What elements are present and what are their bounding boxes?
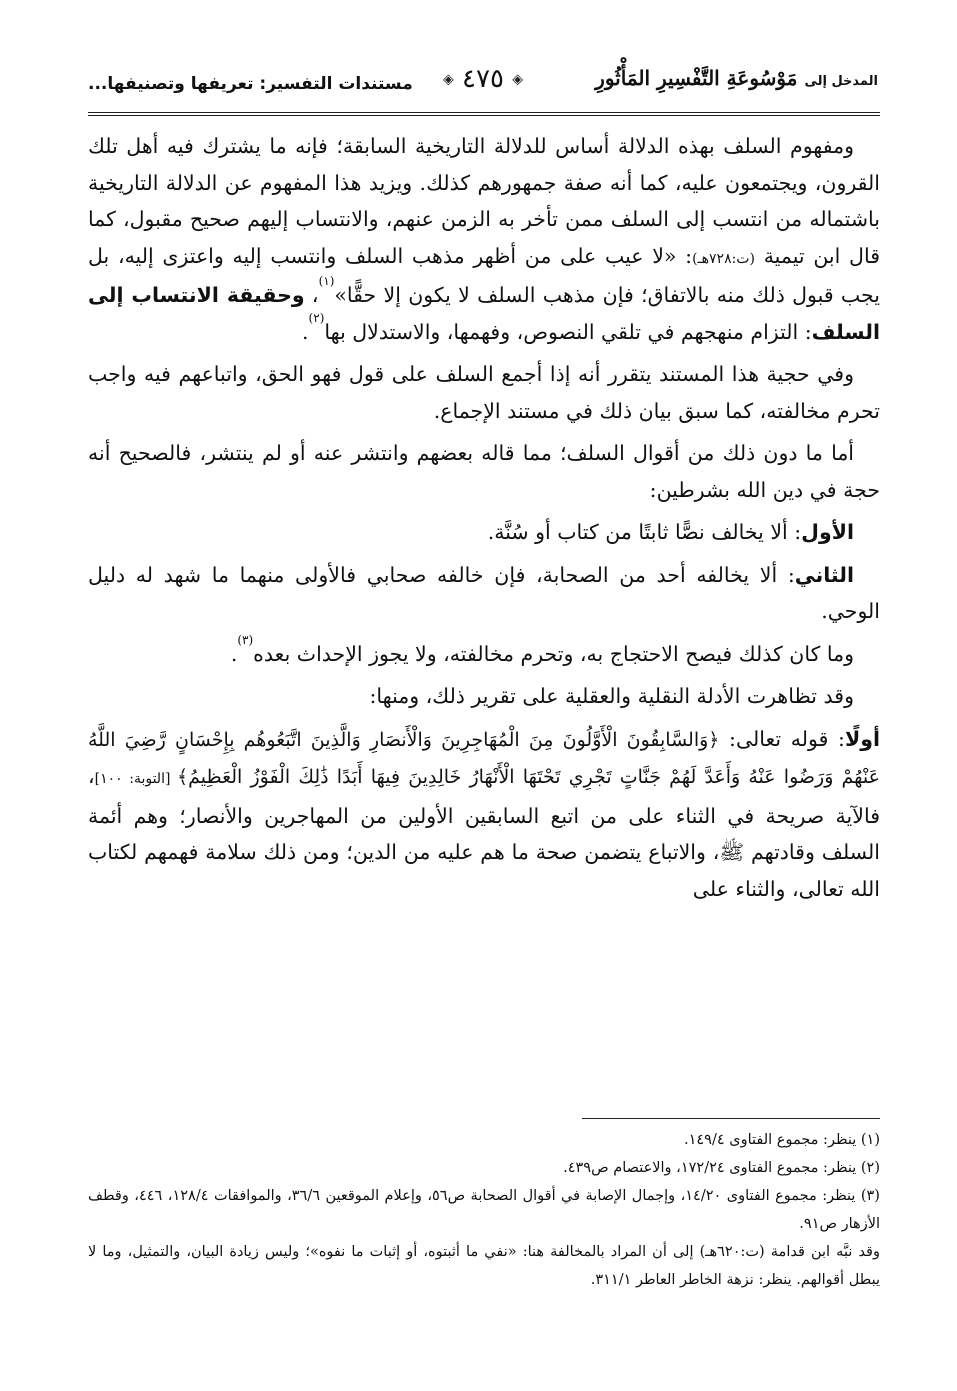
- verse-reference: [التوبة: ١٠٠]: [94, 771, 177, 787]
- death-date: (ت:٧٢٨هـ): [692, 250, 755, 267]
- footnotes: [88, 1126, 880, 1294]
- text-span: .: [302, 319, 309, 344]
- text-span: : قوله تعالى:: [719, 726, 845, 751]
- condition-1: [88, 514, 880, 551]
- paragraph-6: [88, 721, 880, 908]
- quran-verse: ﴿وَالسَّابِقُونَ الْأَوَّلُونَ مِنَ الْمُهَاجِرِينَ وَالْأَنصَارِ وَالَّذِينَ اتَّبَعُوهُم بِإِحْسَانٍ رَّضِيَ اللَّهُ عَنْهُمْ وَرَضُوا عَنْهُ وَأَعَدَّ لَهُمْ جَنَّاتٍ تَجْرِي تَحْتَهَا الْأَنْهَارُ خَالِدِينَ فِيهَا أَبَدًا ذَٰلِكَ الْفَوْزُ الْعَظِيمُ﴾: [88, 728, 880, 788]
- paragraph-3: أما ما دون ذلك من أقوال السلف؛ مما قاله بعضهم وانتشر عنه أو لم ينتشر، فالصحيح أنه حجة في دين الله بشرطين:: [88, 441, 880, 502]
- condition-1-label: الأول: [801, 520, 854, 544]
- ornament-left-icon: ◈: [512, 71, 523, 88]
- text-span: : «لا عيب على من أظهر مذهب السلف وانتسب إليه واعتزى إليه، بل يجب قبول ذلك منه بالاتفاق؛ فإن مذهب السلف لا يكون إلا حقًّا»: [88, 243, 880, 307]
- book-title-text: مَوْسُوعَةِ التَّفْسِيرِ المَأْثُورِ: [595, 66, 798, 90]
- paragraph-2: وفي حجية هذا المستند يتقرر أنه إذا أجمع السلف على قول فهو الحق، واتباعهم فيه واجب تحرم مخالفته، كما سبق بيان ذلك في مستند الإجماع.: [88, 362, 880, 423]
- point-1-label: أولًا: [844, 726, 880, 751]
- book-title-prefix: المدخل إلى: [804, 74, 878, 89]
- footnote-2: (٢) ينظر: مجموع الفتاوى ١٧٢/٢٤، والاعتصام ص٤٣٩.: [563, 1160, 880, 1176]
- condition-2-text: : ألا يخالفه أحد من الصحابة، فإن خالفه صحابي فالأولى منهما ما شهد له دليل الوحي.: [88, 562, 880, 623]
- paragraph-1: [88, 128, 880, 350]
- text-span: وما كان كذلك فيصح الاحتجاج به، وتحرم مخالفته، ولا يجوز الإحداث بعده: [253, 641, 854, 666]
- running-header: [88, 62, 878, 106]
- ornament-right-icon: ◈: [443, 71, 454, 88]
- condition-2: [88, 557, 880, 630]
- text-span: .: [230, 641, 238, 666]
- text-span: ، فالآية صريحة في الثناء على من اتبع السابقين الأولين من المهاجرين والأنصار؛ وهم أئمة السلف وقادتهم ﷺ، والاتباع يتضمن صحة ما هم عليه من الدين؛ ومن ذلك سلامة فهمهم لكتاب الله تعالى، والثناء على: [88, 764, 880, 901]
- footnote-3-continued: وقد نبَّه ابن قدامة (ت:٦٢٠هـ) إلى أن المراد بالمخالفة هنا: «نفي ما أثبتوه، أو إثبات ما نفوه»؛ وليس زيادة البيان، والتمثيل، وما لا يبطل أقوالهم. ينظر: نزهة الخاطر العاطر ٣١١/١.: [88, 1244, 880, 1288]
- footnote-1: (١) ينظر: مجموع الفتاوى ١٤٩/٤.: [684, 1132, 880, 1148]
- condition-1-text: : ألا يخالف نصًّا ثابتًا من كتاب أو سُنَّة.: [487, 520, 802, 544]
- footnote-divider: [582, 1118, 880, 1119]
- page-number: [428, 64, 538, 94]
- text-span: ،: [304, 283, 319, 307]
- book-title: [595, 66, 878, 90]
- footnote-ref-1[interactable]: (١): [318, 274, 335, 288]
- footnote-3: (٣) ينظر: مجموع الفتاوى ١٤/٢٠، وإجمال الإصابة في أقوال الصحابة ص٥٦، وإعلام الموقعين ٣٦/٦، والموافقات ١٢٨/٤، ٤٤٦، وقطف الأزهار ص٩١.: [88, 1188, 880, 1232]
- text-span: ومفهوم السلف بهذه الدلالة أساس للدلالة التاريخية السابقة؛ فإنه ما يشترك فيه أهل تلك القرون، ويجتمعون عليه، كما أنه صفة جمهورهم كذلك. ويزيد هذا المفهوم عن الدلالة التاريخية باشتماله من انتسب إلى السلف ممن تأخر به الزمن عنهم، والانتساب إليهم صحيح مقبول، كما قال ابن تيمية: [88, 134, 880, 268]
- footnote-ref-3[interactable]: (٣): [237, 632, 254, 647]
- footnote-ref-2[interactable]: (٢): [308, 310, 325, 325]
- main-text: [88, 128, 880, 913]
- paragraph-4: [88, 632, 880, 673]
- header-divider: [88, 112, 880, 116]
- condition-2-label: الثاني: [794, 562, 854, 587]
- paragraph-5: وقد تظاهرت الأدلة النقلية والعقلية على تقرير ذلك، ومنها:: [369, 684, 854, 708]
- page-number-text: ٤٧٥: [462, 64, 504, 94]
- bold-term: وحقيقة الانتساب إلى السلف: [88, 283, 880, 344]
- chapter-title: مستندات التفسير: تعريفها وتصنيفها...: [88, 74, 413, 94]
- text-span: : التزام منهجهم في تلقي النصوص، وفهمها، والاستدلال بها: [324, 319, 812, 344]
